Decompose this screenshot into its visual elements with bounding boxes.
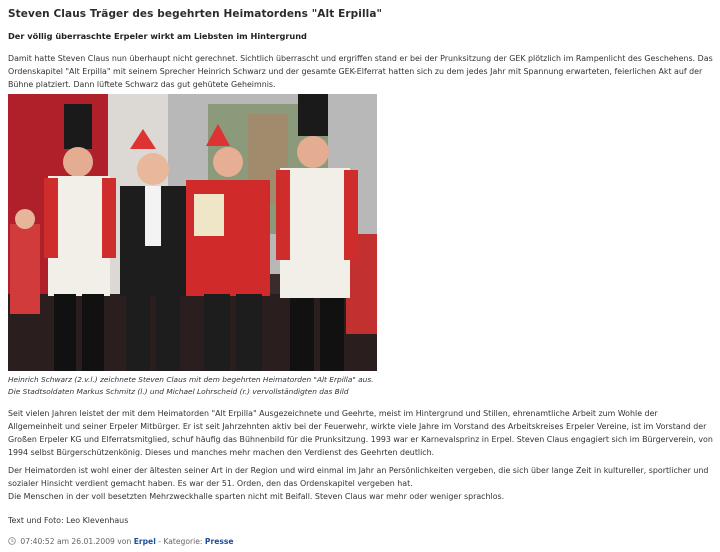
category-label: - Kategorie: <box>158 537 203 546</box>
paragraph-order-text: Der Heimatorden ist wohl einer der ältesten seiner Art in der Region und wird einmal im Jahr an Persönlichkeiten vergeben, die sich über lange Zeit in kultureller, sportlicher und sozialer Hinsicht verdient gemacht haben. Es war der 51. Orden, den das Ordenskapitel vergeben hat. <box>8 466 709 488</box>
clock-icon <box>8 537 16 545</box>
caption-line-1: Heinrich Schwarz (2.v.l.) zeichnete Steven Claus mit dem begehrten Heimatorden "Alt Erpilla" aus. <box>8 375 374 384</box>
article-title: Steven Claus Träger des begehrten Heimatordens "Alt Erpilla" <box>8 8 383 20</box>
paragraph-order <box>8 464 714 503</box>
category-link[interactable]: Presse <box>204 537 234 546</box>
post-timestamp: 07:40:52 am 26.01.2009 von <box>20 537 132 546</box>
article-subtitle: Der völlig überraschte Erpeler wirkt am Liebsten im Hintergrund <box>8 31 307 41</box>
award-photo <box>8 94 377 371</box>
paragraph-applause-text: Die Menschen in der voll besetzten Mehrzweckhalle sparten nicht mit Beifall. Steven Claus war mehr oder weniger sprachlos. <box>8 492 505 501</box>
paragraph-merits: Seit vielen Jahren leistet der mit dem Heimatorden "Alt Erpilla" Ausgezeichnete und Geehrte, meist im Hintergrund und Stillen, ehrenamtliche Arbeit zum Wohle der Allgemeinheit und seiner Erpeler Mitbürger. Er ist seit Jahrzehnten aktiv bei der Feuerwehr, wirkte viele Jahre im Vorstand des Arbeitskreises Erpeler Vereine, ist im Vorstand der Großen Erpeler KG und Elferratsmitglied, schuf häufig das Bühnenbild für die Prunksitzung. 1993 war er Karnevalsprinz in Erpel. Steven Claus engagiert sich im Bürgerverein, von 1994 selbst Bürgerschützenkönig. Dieses und manches mehr machen den Verdienst des Geehrten deutlich. <box>8 409 713 457</box>
post-footer <box>8 537 234 546</box>
paragraph-intro: Damit hatte Steven Claus nun überhaupt nicht gerechnet. Sichtlich überrascht und ergriffen stand er bei der Prunksitzung der GEK plötzlich im Rampenlicht des Geschehens. Das Ordenskapitel "Alt Erpilla" mit seinem Sprecher Heinrich Schwarz und der gesamte GEK-Elferrat hatten sich zu dem jedes Jahr mit Spannung erwarteten, feierlichen Akt auf der Bühne platziert. Dann lüftete Schwarz das gut gehütete Geheimnis. <box>8 54 713 89</box>
author-link[interactable]: Erpel <box>133 537 156 546</box>
photo-credit: Text und Foto: Leo Klevenhaus <box>8 516 129 525</box>
caption-line-2: Die Stadtsoldaten Markus Schmitz (l.) und Michael Lohrscheid (r.) vervollständigten das Bild <box>8 386 349 396</box>
photo-caption <box>8 374 408 397</box>
